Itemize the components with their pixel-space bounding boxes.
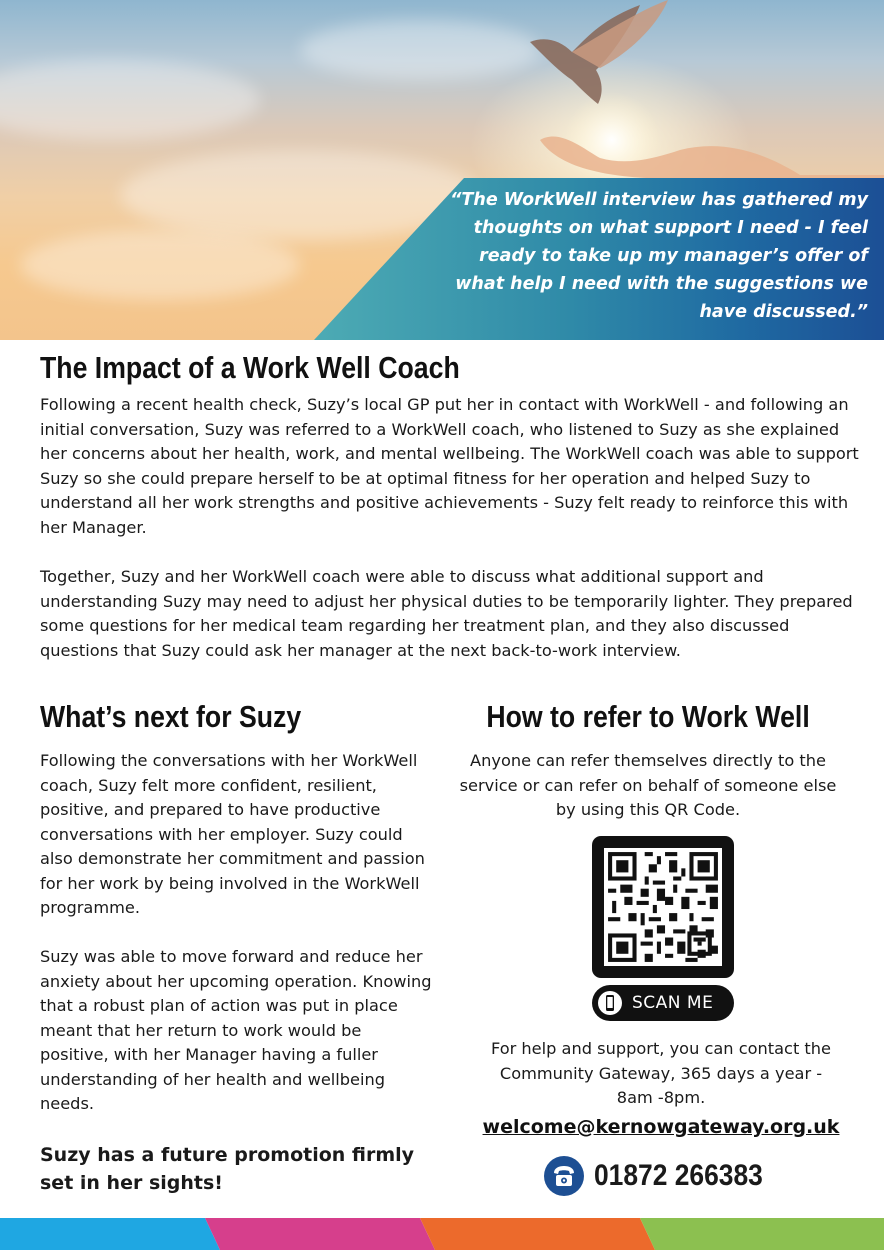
footer-segment-green: [640, 1218, 884, 1250]
footer-color-bar: [0, 1218, 884, 1250]
impact-paragraph-2: Together, Suzy and her WorkWell coach were able to discuss what additional support and understanding Suzy may need to adjust her physical duties to be temporarily lighter. They prepared some questions for her medical team regarding her treatment plan, and they also discussed questions that Suzy could ask her manager at the next back-to-work interview.: [40, 567, 853, 660]
testimonial-quote: “The WorkWell interview has gathered my thoughts on what support I need - I feel ready to take up my manager’s offer of what help I need with the suggestions we have discussed.”: [450, 190, 868, 322]
qr-code-pattern: [604, 848, 722, 966]
phone-number: 01872 266383: [594, 1159, 763, 1192]
scan-me-button[interactable]: [592, 985, 734, 1021]
phone-contact[interactable]: [544, 1155, 786, 1197]
footer-segment-blue: [0, 1218, 220, 1250]
whats-next-paragraph-2: Suzy was able to move forward and reduce her anxiety about her upcoming operation. Knowing that a robust plan of action was put in place meant that her return to work would be positive, with her Manager having a fuller understanding of her health and wellbeing needs.: [40, 947, 432, 1113]
refer-heading: [448, 697, 848, 737]
promotion-callout: Suzy has a future promotion firmly set in her sights!: [40, 1144, 415, 1194]
help-text: For help and support, you can contact the Community Gateway, 365 days a year - 8am -8pm.: [490, 1039, 832, 1107]
hero-banner: [0, 0, 884, 340]
scan-me-label: SCAN ME: [632, 993, 714, 1013]
refer-text: Anyone can refer themselves directly to the service or can refer on behalf of someone else by using this QR Code.: [459, 751, 837, 819]
qr-code[interactable]: [592, 836, 734, 978]
mobile-phone-icon: [598, 990, 622, 1016]
help-text-wrapper: [448, 1037, 874, 1111]
whats-next-heading: What’s next for Suzy: [40, 699, 302, 734]
qr-code-icon: [604, 848, 722, 966]
footer-segment-pink: [205, 1218, 435, 1250]
footer-segment-orange: [420, 1218, 655, 1250]
email-link[interactable]: welcome@kernowgateway.org.uk: [482, 1116, 840, 1138]
whats-next-paragraph-1: Following the conversations with her WorkWell coach, Suzy felt more confident, resilient, positive, and prepared to have productive conversations with her employer. Suzy could also demonstrate her commitment and passion for her work by being involved in the WorkWell programme.: [40, 751, 425, 917]
refer-heading-text: How to refer to Work Well: [486, 699, 810, 734]
impact-paragraph-1: Following a recent health check, Suzy’s local GP put her in contact with WorkWell - and following an initial conversation, Suzy was referred to a WorkWell coach, who listened to Suzy as she explained her concerns about her health, work, and mental wellbeing. The WorkWell coach was able to support Suzy so she could prepare herself to be at optimal fitness for her operation and helped Suzy to understand all her work strengths and positive achievements - Suzy felt ready to reinforce this with her Manager.: [40, 395, 859, 537]
telephone-icon: [544, 1156, 584, 1196]
impact-heading: The Impact of a Work Well Coach: [40, 350, 460, 385]
